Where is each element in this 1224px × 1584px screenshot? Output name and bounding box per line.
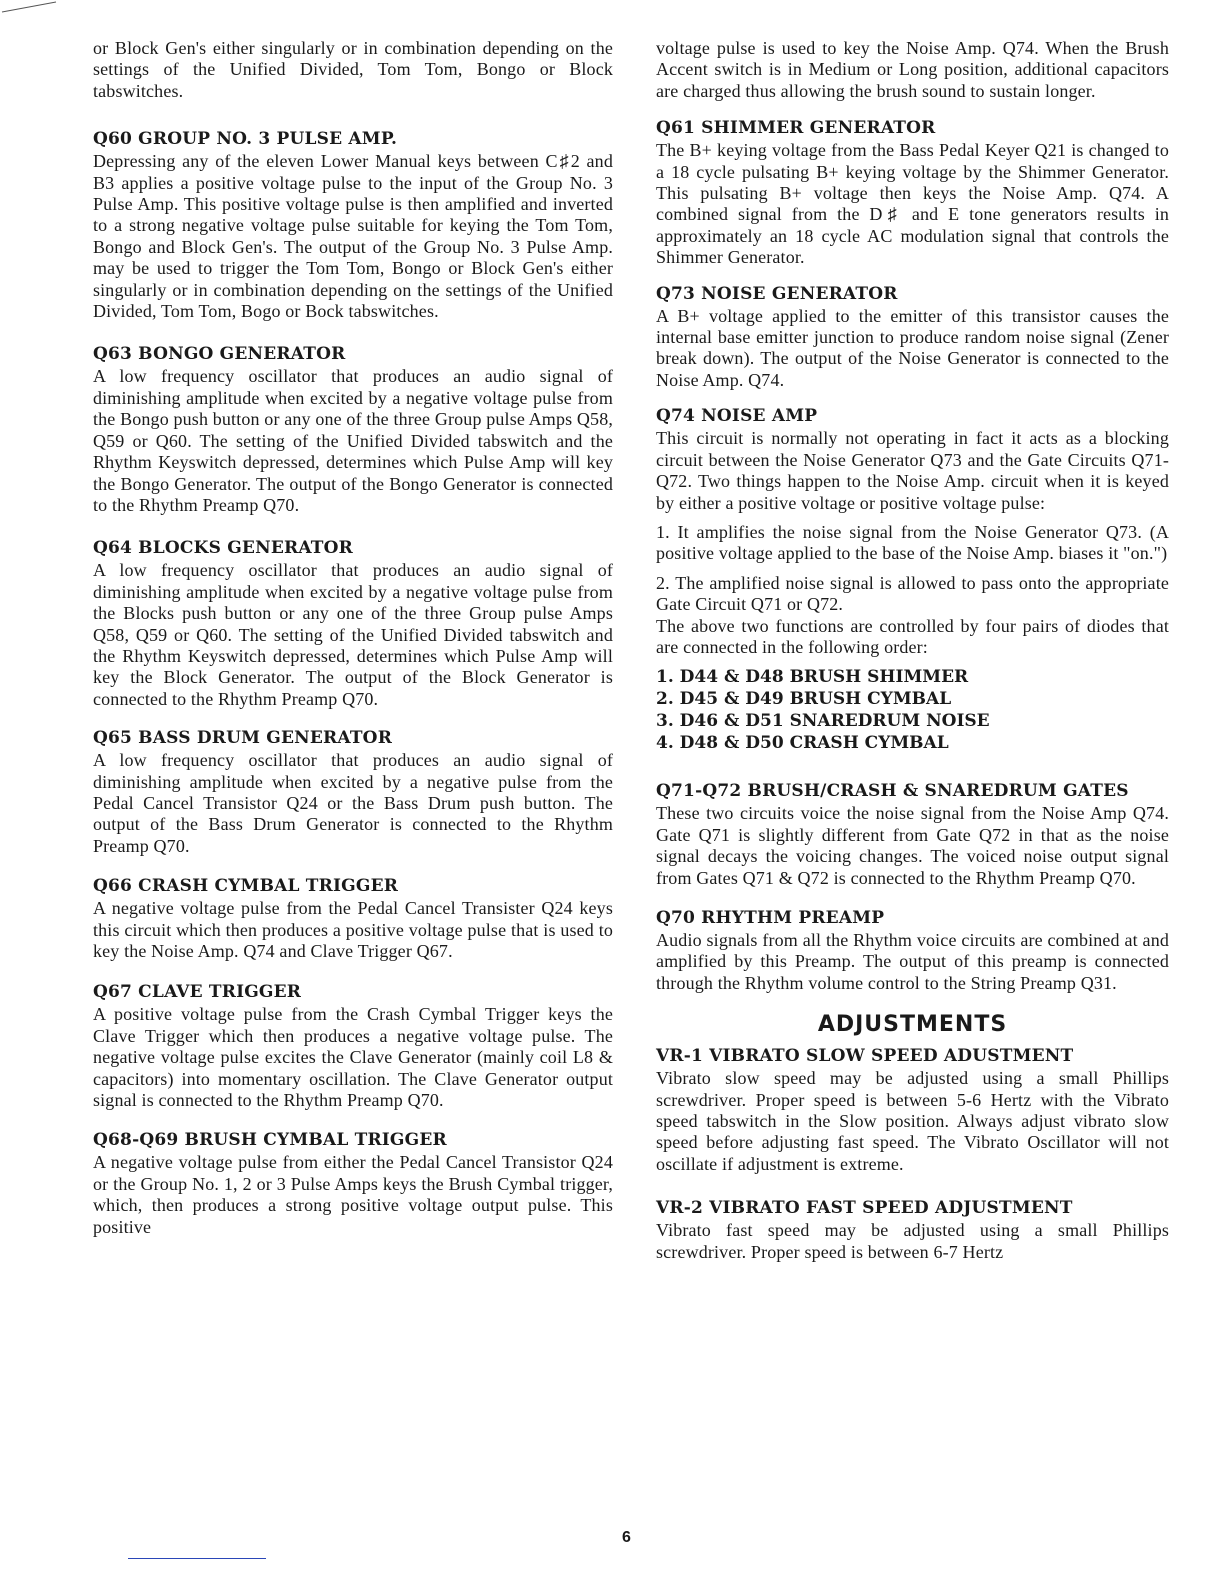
section-heading: Q63 BONGO GENERATOR: [93, 344, 346, 365]
section-q61: [656, 117, 1169, 268]
page-number: 6: [622, 1529, 631, 1546]
section-body: A negative voltage pulse from the Pedal Cancel Transister Q24 keys this circuit which then produces a positive voltage pulse that is used to key the Noise Amp. Q74 and Clave Trigger Q67.: [93, 898, 613, 961]
section-vr1: [656, 1045, 1169, 1175]
right-intro-paragraph: voltage pulse is used to key the Noise Amp. Q74. When the Brush Accent switch is in Medium or Long position, additional capacitors are charged thus allowing the brush sound to sustain longer.: [656, 38, 1169, 101]
left-intro-paragraph: or Block Gen's either singularly or in combination depending on the settings of the Unified Divided, Tom Tom, Bongo or Block tabswitches.: [93, 38, 613, 101]
diode-pair-item: 1. D44 & D48 BRUSH SHIMMER: [656, 667, 969, 688]
diode-pair-item: 3. D46 & D51 SNAREDRUM NOISE: [656, 711, 990, 732]
section-body: Audio signals from all the Rhythm voice circuits are combined at and amplified by this Preamp. The output of this preamp is connected through the Rhythm volume control to the String Preamp Q31.: [656, 929, 1169, 993]
section-q66: [93, 875, 613, 962]
section-heading: Q70 RHYTHM PREAMP: [656, 907, 885, 928]
section-body: Vibrato slow speed may be adjusted using a small Phillips screwdriver. Proper speed is between 5-6 Hertz with the Vibrato speed tabswitch in the Slow position. Always adjust vibrato slow speed before adjusting fast speed. The Vibrato Oscillator will not oscillate if adjustment is extreme.: [656, 1068, 1169, 1174]
section-heading: Q65 BASS DRUM GENERATOR: [93, 728, 393, 749]
noise-amp-point-2: 2. The amplified noise signal is allowed to pass onto the appropriate Gate Circuit Q71 or Q72.: [656, 572, 1169, 615]
section-body: A positive voltage pulse from the Crash Cymbal Trigger keys the Clave Trigger which then produces a negative voltage pulse. The negative voltage pulse excites the Clave Generator (mainly coil L8 & capacitors) into momentary oscillation. The Clave Generator output signal is connected to the Rhythm Preamp Q70.: [93, 1004, 613, 1111]
right-column: [656, 38, 1169, 1263]
diode-pair-list: [656, 666, 1169, 754]
section-heading: Q74 NOISE AMP: [656, 406, 818, 427]
section-q71-q72: [656, 780, 1169, 889]
section-body: A low frequency oscillator that produces an audio signal of diminishing amplitude when excited by a negative voltage pulse from the Bongo push button or any one of the three Group pulse Amps Q58, Q59 or Q60. The setting of the Unified Divided tabswitch and the Rhythm Keyswitch depressed, determines which Pulse Amp will key the Bongo Generator. The output of the Bongo Generator is connected to the Rhythm Preamp Q70.: [93, 366, 613, 515]
noise-amp-point-3: The above two functions are controlled by four pairs of diodes that are connected in the following order:: [656, 615, 1169, 657]
section-body: This circuit is normally not operating in fact it acts as a blocking circuit between the Noise Generator Q73 and the Gate Circuits Q71-Q72. Two things happen to the Noise Amp. circuit when it is keyed by either a positive voltage or positive voltage pulse:: [656, 428, 1169, 513]
left-column: [93, 38, 613, 1238]
section-q65: [93, 727, 613, 857]
section-body: Vibrato fast speed may be adjusted using a small Phillips screwdriver. Proper speed is between 6-7 Hertz: [656, 1220, 1169, 1262]
section-body: A low frequency oscillator that produces an audio signal of diminishing amplitude when excited by a negative pulse from the Pedal Cancel Transistor Q24 or the Bass Drum push button. The output of the Bass Drum Generator is connected to the Rhythm Preamp Q70.: [93, 750, 613, 856]
section-body: A B+ voltage applied to the emitter of this transistor causes the internal base emitter junction to produce random noise signal (Zener break down). The output of the Noise Generator is connected to the Noise Amp. Q74.: [656, 305, 1169, 390]
section-q74: [656, 405, 1169, 754]
section-heading: VR-1 VIBRATO SLOW SPEED ADUSTMENT: [656, 1046, 1074, 1067]
section-q67: [93, 981, 613, 1111]
section-heading: VR-2 VIBRATO FAST SPEED ADJUSTMENT: [656, 1198, 1073, 1219]
section-vr2: [656, 1197, 1169, 1263]
section-body: The B+ keying voltage from the Bass Pedal Keyer Q21 is changed to a 18 cycle pulsating B+ keying voltage by the Shimmer Generator. This pulsating B+ voltage then keys the Noise Amp. Q74. A combined signal from the D♯ and E tone generators results in approximately an 18 cycle AC modulation signal that controls the Shimmer Generator.: [656, 140, 1169, 268]
footnote-rule: [128, 1558, 266, 1559]
section-body: A negative voltage pulse from either the Pedal Cancel Transistor Q24 or the Group No. 1, 2 or 3 Pulse Amps keys the Brush Cymbal trigger, which, then produces a strong positive voltage output pulse. This positive: [93, 1152, 613, 1237]
diode-pair-item: 4. D48 & D50 CRASH CYMBAL: [656, 733, 949, 754]
diode-pair-item: 2. D45 & D49 BRUSH CYMBAL: [656, 689, 952, 710]
noise-amp-point-1: 1. It amplifies the noise signal from the Noise Generator Q73. (A positive voltage applied to the base of the Noise Amp. biases it "on."): [656, 521, 1169, 564]
section-body: A low frequency oscillator that produces an audio signal of diminishing amplitude when excited by a negative voltage pulse from the Blocks push button or any one of the three Group pulse Amps Q58, Q59 or Q60. The setting of the Unified Divided tabswitch and the Rhythm Keyswitch depressed, determines which Pulse Amp will key the Block Generator. The output of the Block Generator is connected to the Rhythm Preamp Q70.: [93, 560, 613, 709]
section-q60: [93, 128, 613, 322]
section-body: Depressing any of the eleven Lower Manual keys between C♯2 and B3 applies a positive voltage pulse to the input of the Group No. 3 Pulse Amp. This positive voltage pulse is then amplified and inverted to a strong negative voltage pulse suitable for keying the Tom Tom, Bongo and Block Gen's. The output of the Group No. 3 Pulse Amp. may be used to trigger the Tom Tom, Bongo or Block Gen's either singularly or in combination depending on the settings of the Unified Divided, Tom Tom, Bogo or Bock tabswitches.: [93, 151, 613, 322]
section-heading: Q66 CRASH CYMBAL TRIGGER: [93, 876, 399, 897]
section-heading: Q73 NOISE GENERATOR: [656, 283, 898, 304]
section-q68-q69: [93, 1129, 613, 1238]
section-q63: [93, 343, 613, 516]
section-heading: Q71-Q72 BRUSH/CRASH & SNAREDRUM GATES: [656, 781, 1129, 802]
section-body: These two circuits voice the noise signal from the Noise Amp Q74. Gate Q71 is slightly different from Gate Q72 in that as the noise signal decays the voicing changes. The voiced noise output signal from Gates Q71 & Q72 is connected to the Rhythm Preamp Q70.: [656, 803, 1169, 888]
section-q64: [93, 537, 613, 710]
adjustments-title: ADJUSTMENTS: [817, 1012, 1008, 1038]
scan-corner-mark: [0, 0, 60, 14]
section-heading: Q61 SHIMMER GENERATOR: [656, 118, 936, 139]
section-heading: Q60 GROUP NO. 3 PULSE AMP.: [93, 129, 398, 150]
section-heading: Q64 BLOCKS GENERATOR: [93, 538, 353, 559]
section-heading: Q68-Q69 BRUSH CYMBAL TRIGGER: [93, 1130, 447, 1151]
section-q73: [656, 283, 1169, 392]
section-q70: [656, 907, 1169, 994]
section-heading: Q67 CLAVE TRIGGER: [93, 982, 302, 1003]
